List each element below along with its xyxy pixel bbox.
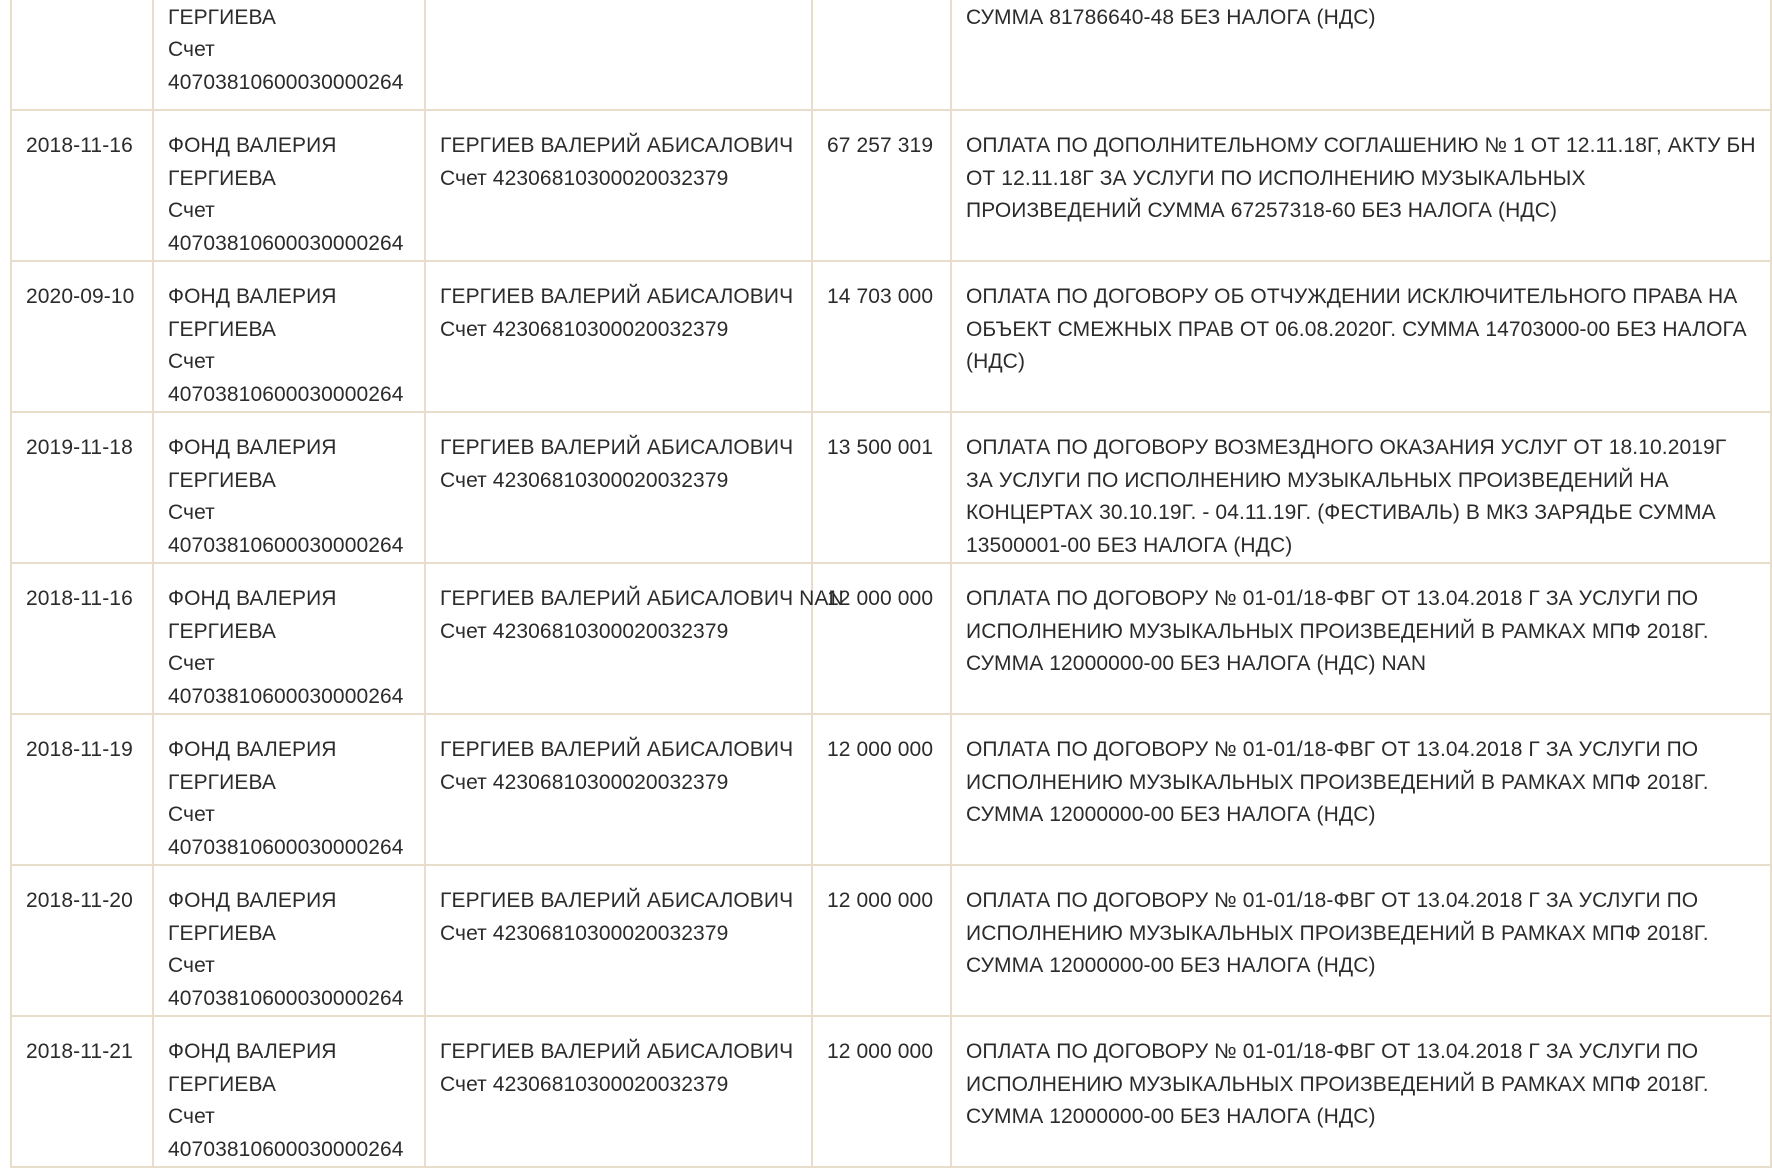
- cell-amount: [812, 110, 951, 261]
- payer-name: ФОНД ВАЛЕРИЯ ГЕРГИЕВА: [168, 436, 337, 492]
- cell-date: [11, 714, 153, 865]
- cell-payee: [425, 714, 812, 865]
- cell-payee: [425, 563, 844, 714]
- date-text: 2020-09-10: [26, 285, 135, 308]
- table-row: [11, 412, 1771, 563]
- payee-account: Счет 42306810300020032379: [440, 468, 729, 492]
- amount-text: 12 000 000: [827, 1040, 934, 1063]
- payer-account: Счет 40703810600030000264: [168, 1105, 404, 1161]
- transactions-table-body: [11, 0, 1771, 1167]
- payer-name: ФОНД ВАЛЕРИЯ ГЕРГИЕВА: [168, 1040, 337, 1096]
- cell-purpose: [951, 110, 1771, 261]
- purpose-text: ОПЛАТА ПО ДОГОВОРУ № 01-01/18-ФВГ ОТ 13.04.2018 Г ЗА УСЛУГИ ПО ИСПОЛНЕНИЮ МУЗЫКАЛЬНЫХ ПРОИЗВЕДЕНИЙ В РАМКАХ МПФ 2018Г. СУММА 12000000-00 БЕЗ НАЛОГА (НДС): [966, 738, 1709, 826]
- payee-account: Счет 42306810300020032379: [440, 317, 729, 341]
- date-text: 2018-11-21: [26, 1040, 133, 1063]
- cell-payer: [153, 714, 425, 865]
- payer-account: Счет 40703810600030000264: [168, 350, 404, 406]
- cell-payee: [425, 0, 812, 110]
- cell-purpose: [951, 0, 1771, 110]
- cell-purpose: [951, 563, 1771, 714]
- cell-purpose: [951, 1016, 1771, 1167]
- table-row: [11, 1016, 1771, 1167]
- table-row: [11, 865, 1771, 1016]
- cell-payee: [425, 1016, 812, 1167]
- amount-text: 12 000 000: [827, 738, 934, 761]
- purpose-text: ОПЛАТА ПО ДОГОВОРУ № 01-01/18-ФВГ ОТ 13.04.2018 Г ЗА УСЛУГИ ПО ИСПОЛНЕНИЮ МУЗЫКАЛЬНЫХ ПРОИЗВЕДЕНИЙ В РАМКАХ МПФ 2018Г. СУММА 12000000-00 БЕЗ НАЛОГА (НДС) NAN: [966, 587, 1709, 675]
- cell-amount: [812, 412, 951, 563]
- date-text: 2018-11-16: [26, 587, 133, 610]
- date-text: 2018-11-19: [26, 738, 133, 761]
- cell-amount: [812, 1016, 951, 1167]
- cell-payer: [153, 412, 425, 563]
- cell-payer: [153, 110, 425, 261]
- cell-payer: [153, 865, 425, 1016]
- table-row: [11, 714, 1771, 865]
- cell-amount: [812, 714, 951, 865]
- payee-name: ГЕРГИЕВ ВАЛЕРИЙ АБИСАЛОВИЧ: [440, 285, 794, 308]
- cell-amount: [812, 563, 951, 714]
- payer-name: ФОНД ВАЛЕРИЯ ГЕРГИЕВА: [168, 738, 337, 794]
- cell-payee: [425, 110, 812, 261]
- payer-name: ФОНД ВАЛЕРИЯ ГЕРГИЕВА: [168, 889, 337, 945]
- payee-account: Счет 42306810300020032379: [440, 921, 729, 945]
- payer-name: ФОНД ВАЛЕРИЯ ГЕРГИЕВА: [168, 285, 337, 341]
- payee-name: ГЕРГИЕВ ВАЛЕРИЙ АБИСАЛОВИЧ: [440, 436, 794, 459]
- cell-purpose: [951, 412, 1771, 563]
- cell-date: [11, 563, 153, 714]
- cell-amount: [812, 261, 951, 412]
- amount-text: 12 000 000: [827, 587, 934, 610]
- purpose-text: ОПЛАТА ПО ДОГОВОРУ № 01-01/18-ФВГ ОТ 13.04.2018 Г ЗА УСЛУГИ ПО ИСПОЛНЕНИЮ МУЗЫКАЛЬНЫХ ПРОИЗВЕДЕНИЙ В РАМКАХ МПФ 2018Г. СУММА 12000000-00 БЕЗ НАЛОГА (НДС): [966, 1040, 1709, 1128]
- payee-name: ГЕРГИЕВ ВАЛЕРИЙ АБИСАЛОВИЧ: [440, 1040, 794, 1063]
- cell-date: [11, 110, 153, 261]
- amount-text: 13 500 001: [827, 436, 934, 459]
- payer-account: Счет 40703810600030000264: [168, 38, 404, 94]
- payer-account: Счет 40703810600030000264: [168, 501, 404, 557]
- cell-amount: [812, 0, 951, 110]
- cell-date: [11, 1016, 153, 1167]
- payee-name: ГЕРГИЕВ ВАЛЕРИЙ АБИСАЛОВИЧ: [440, 738, 794, 761]
- cell-purpose: [951, 865, 1771, 1016]
- amount-text: 14 703 000: [827, 285, 934, 308]
- payee-account: Счет 42306810300020032379: [440, 770, 729, 794]
- payee-account: Счет 42306810300020032379: [440, 166, 729, 190]
- cell-date: [11, 412, 153, 563]
- payee-account: [440, 0, 797, 2]
- payer-account: Счет 40703810600030000264: [168, 954, 404, 1010]
- cell-amount: [812, 865, 951, 1016]
- table-row: [11, 110, 1771, 261]
- payer-account: Счет 40703810600030000264: [168, 199, 404, 255]
- cell-payer: [153, 261, 425, 412]
- amount-text: 12 000 000: [827, 889, 934, 912]
- transactions-table: [10, 0, 1772, 1168]
- cell-payer: [153, 0, 425, 110]
- cell-payee: [425, 261, 812, 412]
- payer-account: Счет 40703810600030000264: [168, 652, 404, 708]
- cell-purpose: [951, 714, 1771, 865]
- purpose-text: ОПЛАТА ПО ДОПОЛНИТЕЛЬНОМУ СОГЛАШЕНИЮ № 1 ОТ 12.11.18Г, АКТУ БН ОТ 12.11.18Г ЗА УСЛУГИ ПО ИСПОЛНЕНИЮ МУЗЫКАЛЬНЫХ ПРОИЗВЕДЕНИЙ СУММА 67257318-60 БЕЗ НАЛОГА (НДС): [966, 134, 1756, 222]
- purpose-text: ОПЛАТА ПО ДОГОВОРУ № 01-01/18-ФВГ ОТ 13.04.2018 Г ЗА УСЛУГИ ПО ИСПОЛНЕНИЮ МУЗЫКАЛЬНЫХ ПРОИЗВЕДЕНИЙ В РАМКАХ МПФ 2018Г. СУММА 12000000-00 БЕЗ НАЛОГА (НДС): [966, 889, 1709, 977]
- payee-name: ГЕРГИЕВ ВАЛЕРИЙ АБИСАЛОВИЧ NAN: [440, 587, 844, 610]
- payee-name: ГЕРГИЕВ ВАЛЕРИЙ АБИСАЛОВИЧ: [440, 134, 794, 157]
- cell-payer: [153, 563, 425, 714]
- cell-date: [11, 865, 153, 1016]
- table-row: [11, 0, 1771, 110]
- purpose-text: СУММА 81786640-48 БЕЗ НАЛОГА (НДС): [966, 5, 1376, 29]
- payee-account: Счет 42306810300020032379: [440, 619, 729, 643]
- cell-payer: [153, 1016, 425, 1167]
- cell-date: [11, 0, 153, 110]
- table-row: [11, 563, 1771, 714]
- payer-name: ФОНД ВАЛЕРИЯ ГЕРГИЕВА: [168, 587, 337, 643]
- cell-payee: [425, 865, 812, 1016]
- payer-name: ФОНД ВАЛЕРИЯ ГЕРГИЕВА: [168, 134, 337, 190]
- payer-account: Счет 40703810600030000264: [168, 803, 404, 859]
- amount-text: 67 257 319: [827, 134, 934, 157]
- date-text: 2018-11-20: [26, 889, 133, 912]
- purpose-text: ОПЛАТА ПО ДОГОВОРУ ВОЗМЕЗДНОГО ОКАЗАНИЯ УСЛУГ ОТ 18.10.2019Г ЗА УСЛУГИ ПО ИСПОЛНЕНИЮ МУЗЫКАЛЬНЫХ ПРОИЗВЕДЕНИЙ НА КОНЦЕРТАХ 30.10.19Г. - 04.11.19Г. (ФЕСТИВАЛЬ) В МКЗ ЗАРЯДЬЕ СУММА 13500001-00 БЕЗ НАЛОГА (НДС): [966, 436, 1727, 557]
- purpose-text: ОПЛАТА ПО ДОГОВОРУ ОБ ОТЧУЖДЕНИИ ИСКЛЮЧИТЕЛЬНОГО ПРАВА НА ОБЪЕКТ СМЕЖНЫХ ПРАВ ОТ 06.08.2020Г. СУММА 14703000-00 БЕЗ НАЛОГА (НДС): [966, 285, 1747, 373]
- payer-name: ГЕРГИЕВА: [168, 5, 276, 29]
- date-text: 2018-11-16: [26, 134, 133, 157]
- table-row: [11, 261, 1771, 412]
- payee-account: Счет 42306810300020032379: [440, 1072, 729, 1096]
- payee-name: ГЕРГИЕВ ВАЛЕРИЙ АБИСАЛОВИЧ: [440, 889, 794, 912]
- cell-payee: [425, 412, 812, 563]
- date-text: 2019-11-18: [26, 436, 133, 459]
- cell-date: [11, 261, 153, 412]
- cell-purpose: [951, 261, 1771, 412]
